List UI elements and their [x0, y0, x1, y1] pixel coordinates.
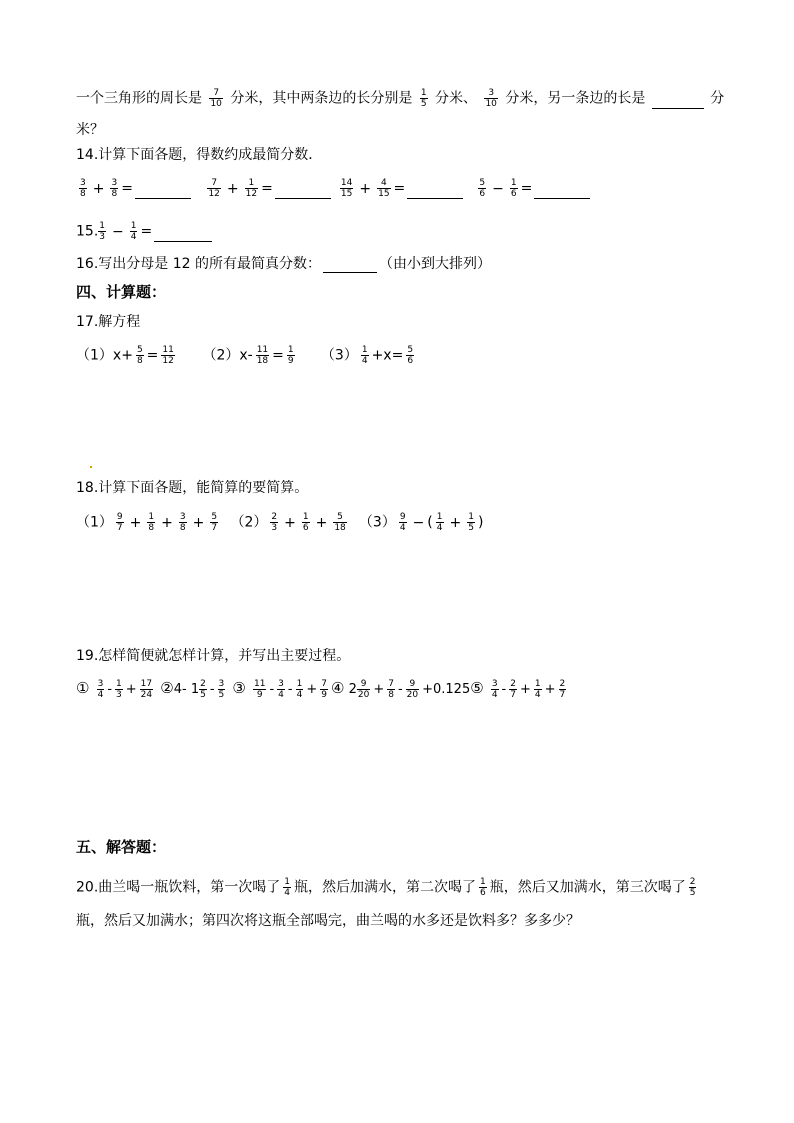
- fraction: $\frac{5}{8}$: [136, 345, 143, 366]
- fraction: $\frac{5}{6}$: [479, 178, 486, 199]
- fraction: $\frac{11}{18}$: [256, 345, 269, 366]
- section-title: 四、计算题：: [76, 283, 167, 301]
- q13-text: 分米，另一条边的长是: [505, 90, 646, 107]
- fraction: $\frac{1}{5}$: [420, 88, 427, 109]
- q14-item: $\frac{5}{6}$ − $\frac{1}{6}$ =: [475, 178, 592, 199]
- fraction: $\frac{2}{5}$: [200, 679, 206, 700]
- answer-blank[interactable]: [407, 184, 463, 199]
- q19-title: 19.怎样简便就怎样计算，并写出主要过程。: [76, 648, 351, 664]
- q14-item: $\frac{3}{8}$ + $\frac{3}{8}$ =: [76, 178, 200, 199]
- fraction: $\frac{7}{9}$: [321, 679, 327, 700]
- fraction: $\frac{1}{8}$: [148, 512, 155, 533]
- q17-title: 17.解方程: [76, 314, 141, 330]
- q13-text: 分米，其中两条边的长分别是: [230, 90, 413, 107]
- fraction: $\frac{1}{4}$: [130, 221, 137, 242]
- fraction: $\frac{3}{8}$: [111, 178, 118, 199]
- fraction: $\frac{3}{4}$: [278, 679, 284, 700]
- fraction: $\frac{11}{9}$: [254, 679, 266, 700]
- fraction: $\frac{7}{10}$: [210, 88, 222, 109]
- fraction: $\frac{14}{15}$: [340, 178, 353, 199]
- answer-blank[interactable]: [652, 94, 704, 109]
- q13-line2: [76, 121, 104, 139]
- expression: （1） $\frac{9}{7}$ + $\frac{1}{8}$ + $\frac{3}{8}$ + $\frac{5}{7}$: [76, 512, 218, 533]
- fraction: $\frac{2}{7}$: [559, 679, 566, 700]
- fraction: $\frac{1}{5}$: [468, 512, 474, 533]
- stray-mark: [90, 466, 92, 468]
- fraction: $\frac{9}{4}$: [399, 512, 406, 533]
- answer-blank[interactable]: [275, 184, 331, 199]
- fraction: $\frac{2}{3}$: [271, 512, 278, 533]
- fraction: $\frac{3}{4}$: [491, 679, 498, 700]
- fraction: $\frac{3}{8}$: [179, 512, 186, 533]
- equation: （1）x+ $\frac{5}{8}$ = $\frac{11}{12}$: [76, 345, 174, 366]
- fraction: $\frac{3}{8}$: [80, 178, 86, 199]
- fraction: $\frac{9}{20}$: [357, 679, 370, 700]
- q13-text: 分: [710, 90, 725, 107]
- fraction: $\frac{1}{9}$: [287, 345, 294, 366]
- q19-problems: ① $\frac{3}{4}$ - $\frac{1}{3}$ + $\frac{17}{24}$ ②4- 1 $\frac{2}{5}$ - $\frac{3}{5}$ ③ $\frac{11}{9}$ - $\frac{3}{4}$ - $\frac{1}{4}$ + $\frac{7}{9}$ ④ 2 $\frac{9}{20}$ + $\frac{7}{8}$ - $\frac{9}{20}$ +0.125⑤ $\frac{3}{4}$ - $\frac{2}{7}$ + $\frac{1}{4}$ + $\frac{2}{7}$: [76, 679, 566, 700]
- expression: （2） $\frac{2}{3}$ + $\frac{1}{6}$ + $\frac{5}{18}$: [230, 512, 346, 533]
- q13-line1: [76, 88, 724, 109]
- q13-text: 分米、: [435, 90, 477, 107]
- q14-items: [76, 178, 592, 199]
- q14-item: $\frac{14}{15}$ + $\frac{4}{15}$ =: [337, 178, 471, 199]
- fraction: $\frac{1}{6}$: [480, 877, 486, 898]
- q17-problems: [76, 345, 417, 366]
- expression: （3） $\frac{9}{4}$ − ( $\frac{1}{4}$ + $\frac{1}{5}$ ): [358, 512, 484, 533]
- fraction: $\frac{1}{4}$: [284, 877, 290, 898]
- fraction: $\frac{2}{7}$: [510, 679, 516, 700]
- fraction: $\frac{1}{12}$: [245, 178, 258, 199]
- answer-blank[interactable]: [135, 184, 191, 199]
- fraction: $\frac{7}{12}$: [208, 178, 220, 199]
- fraction: $\frac{11}{12}$: [162, 345, 174, 366]
- fraction: $\frac{1}{4}$: [296, 679, 303, 700]
- q20-line1: 20.曲兰喝一瓶饮料，第一次喝了 $\frac{1}{4}$ 瓶，然后加满水，第二次喝了 $\frac{1}{6}$ 瓶，然后又加满水，第三次喝了 $\frac{2}{5}$: [76, 877, 696, 898]
- q18-problems: [76, 512, 483, 533]
- fraction: $\frac{1}{6}$: [510, 178, 517, 199]
- q13-text: 米？: [76, 122, 104, 138]
- fraction: $\frac{1}{6}$: [302, 512, 309, 533]
- fraction: $\frac{2}{5}$: [689, 877, 696, 898]
- fraction: $\frac{3}{10}$: [485, 88, 497, 109]
- fraction: $\frac{5}{7}$: [211, 512, 218, 533]
- fraction: $\frac{9}{20}$: [406, 679, 419, 700]
- q14-item: $\frac{7}{12}$ + $\frac{1}{12}$ =: [204, 178, 332, 199]
- q13-text: 一个三角形的周长是: [76, 90, 202, 107]
- answer-blank[interactable]: [534, 184, 590, 199]
- section-title: 五、解答题：: [76, 838, 167, 856]
- fraction: $\frac{1}{3}$: [99, 221, 105, 242]
- fraction: $\frac{1}{4}$: [534, 679, 541, 700]
- fraction: $\frac{9}{7}$: [116, 512, 123, 533]
- fraction: $\frac{3}{4}$: [97, 679, 104, 700]
- answer-blank[interactable]: [323, 258, 377, 273]
- equation: （3） $\frac{1}{4}$ +x= $\frac{5}{6}$: [320, 345, 414, 366]
- fraction: $\frac{1}{3}$: [116, 679, 122, 700]
- answer-blank[interactable]: [154, 227, 212, 242]
- fraction: $\frac{1}{4}$: [436, 512, 443, 533]
- fraction: $\frac{5}{18}$: [334, 512, 346, 533]
- q16: 16.写出分母是 12 的所有最简真分数： （由小到大排列）: [76, 256, 491, 272]
- q14-title: 14.计算下面各题，得数约成最简分数．: [76, 147, 323, 163]
- fraction: $\frac{5}{6}$: [407, 345, 414, 366]
- equation: （2）x- $\frac{11}{18}$ = $\frac{1}{9}$: [202, 345, 294, 366]
- fraction: $\frac{17}{24}$: [140, 679, 153, 700]
- fraction: $\frac{1}{4}$: [361, 345, 368, 366]
- fraction: $\frac{3}{5}$: [218, 679, 225, 700]
- q18-title: 18.计算下面各题，能简算的要简算。: [76, 480, 309, 496]
- q20-line2: 瓶，然后又加满水；第四次将这瓶全部喝完，曲兰喝的水多还是饮料多？多多少？: [76, 913, 580, 929]
- q15: 15. $\frac{1}{3}$ − $\frac{1}{4}$ =: [76, 221, 214, 242]
- fraction: $\frac{7}{8}$: [388, 679, 394, 700]
- fraction: $\frac{4}{15}$: [378, 178, 390, 199]
